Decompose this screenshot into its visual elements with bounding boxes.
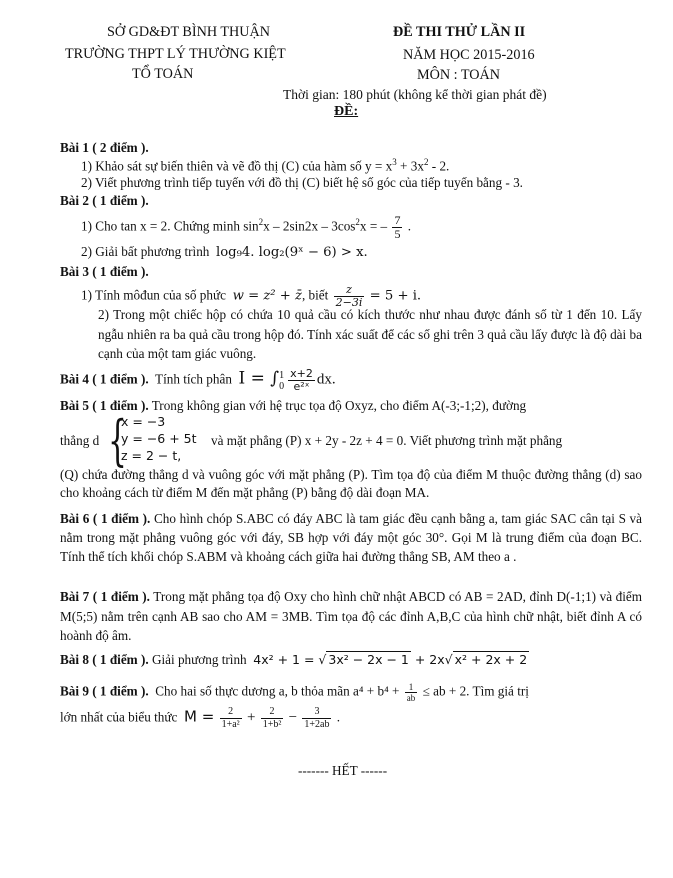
bai5-line2: và mặt phẳng (P) x + 2y - 2z + 4 = 0. Viết phương trình mặt phẳng bbox=[211, 433, 563, 448]
bai7: Bài 7 ( 1 điểm ). Trong mặt phẳng tọa độ Oxy cho hình chữ nhật ABCD có AB = 2AD, đỉnh D(-1;1) và điểm M(5;5) nằm trên cạnh AB sao cho AM = 3MB. Tìm tọa độ các đỉnh A,B,C của hình chữ nhật, biết đỉnh A có hoành độ âm. bbox=[60, 589, 642, 643]
school-year: NĂM HỌC 2015-2016 bbox=[403, 47, 535, 63]
bai4: Bài 4 ( 1 điểm ). Tính tích phân I = ∫ 1 0 $\frac{x+2}{\text{e²ˣ}}$ dx. bbox=[60, 367, 336, 393]
bai8: Bài 8 ( 1 điểm ). Giải phương trình 4x² + 1 = √ 3x² − 2x − 1 + 2x√ x² + 2x + 2 bbox=[60, 652, 528, 667]
bai5-line1: Bài 5 ( 1 điểm ). Trong không gian với hệ trục tọa độ Oxyz, cho điểm A(-3;-1;2), đường bbox=[60, 398, 527, 413]
bai1-q2: 2) Viết phương trình tiếp tuyến với đồ thị (C) biết hệ số góc của tiếp tuyến bằng - 3. bbox=[81, 175, 523, 190]
bai2-q2: 2) Giải bất phương trình log₉4. log₂(9ˣ − 6) > x. bbox=[81, 244, 368, 260]
de-heading: ĐỀ: bbox=[334, 104, 359, 119]
group-name: TỔ TOÁN bbox=[132, 66, 194, 82]
bai1-title: Bài 1 ( 2 điểm ). bbox=[60, 140, 149, 155]
bai3-q2: 2) Trong một chiếc hộp có chứa 10 quả cầu có kích thước như nhau được đánh số từ 1 đến 10. Lấy ngẫu nhiên ra ba quả cầu trong hộp đó. Tính xác suất để các số ghi trên 3 quả cầu lấy được là độ dài ba cạnh của một tam giác vuông. bbox=[98, 307, 642, 361]
dept-name: SỞ GD&ĐT BÌNH THUẬN bbox=[107, 24, 271, 40]
bai9-line2: lớn nhất của biểu thức M = $\frac{2}{\text{1+a²}}$ + $\frac{2}{\text{1+b²}}$ − $\frac{3}{1+2ab}$ . bbox=[60, 706, 341, 730]
bai3-title: Bài 3 ( 1 điểm ). bbox=[60, 264, 149, 279]
bai5-rest: (Q) chứa đường thẳng d và vuông góc với mặt phẳng (P). Tìm tọa độ của điểm M thuộc đường thẳng (d) sao cho khoảng cách từ điểm M đến mặt phẳng (P) bằng độ dài đoạn MA. bbox=[60, 467, 642, 500]
bai2-q1: 1) Cho tan x = 2. Chứng minh $\sin^2x - 2\sin 2x - 3\cos^2x$ = – $\frac{7}{5}$ . bbox=[81, 213, 412, 241]
school-name: TRƯỜNG THPT LÝ THƯỜNG KIỆT bbox=[65, 46, 286, 62]
line-system: x = −3 y = −6 + 5t z = 2 − t, bbox=[121, 414, 197, 463]
system-brace: { bbox=[108, 409, 127, 472]
end-marker: ------- HẾT ------ bbox=[298, 763, 388, 778]
bai6: Bài 6 ( 1 điểm ). Cho hình chóp S.ABC có đáy ABC là tam giác đều cạnh bằng a, tam giác SAC cân tại S và nằm trong mặt phẳng vuông góc với đáy, SB hợp với đáy một góc 30°. Gọi M là trung điểm của đoạn BC. Tính thể tích khối chóp S.ABM và khoảng cách giữa hai đường thẳng SB, AM theo a . bbox=[60, 511, 642, 565]
subject: MÔN : TOÁN bbox=[417, 67, 501, 83]
bai1-q1: 1) Khảo sát sự biến thiên và vẽ đồ thị (C) của hàm số $y = x^3 + 3x^2 - 2$. bbox=[81, 157, 450, 174]
exam-title: ĐỀ THI THỬ LẦN II bbox=[393, 24, 526, 40]
bai9-line1: Bài 9 ( 1 điểm ). Cho hai số thực dương a, b thỏa mãn a⁴ + b⁴ + $\frac{1}{ab}$ ≤ ab + 2. Tìm giá trị bbox=[60, 682, 529, 703]
exam-time: Thời gian: 180 phút (không kể thời gian phát đề) bbox=[283, 87, 547, 102]
bai5-thang-d: thẳng d bbox=[60, 433, 100, 448]
bai2-title: Bài 2 ( 1 điểm ). bbox=[60, 193, 149, 208]
bai3-q1: 1) Tính môđun của số phức w = z² + z̄, biết $\frac{z}{2-3i}$ = 5 + i. bbox=[81, 283, 422, 309]
